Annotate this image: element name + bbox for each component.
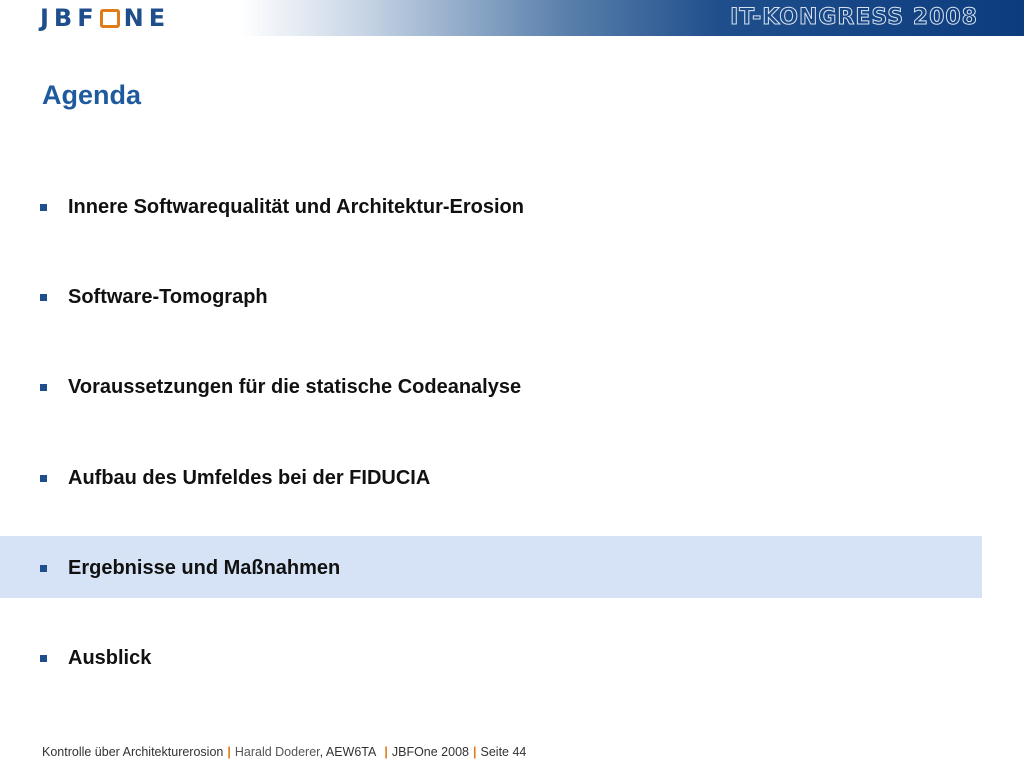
agenda-item-label: Ausblick — [68, 646, 152, 669]
agenda-item — [40, 373, 521, 401]
agenda-item — [40, 193, 524, 221]
agenda-item-label: Ergebnisse und Maßnahmen — [68, 556, 341, 579]
agenda-item-current — [40, 554, 340, 582]
footer-page-number: Seite 44 — [480, 745, 527, 759]
square-bullet-icon — [40, 655, 47, 662]
logo-prefix: JBF — [40, 4, 99, 32]
agenda-item — [40, 644, 151, 672]
agenda-item — [40, 283, 268, 311]
congress-label: IT-KONGRESS 2008 — [730, 5, 978, 30]
agenda-item-label: Software-Tomograph — [68, 285, 268, 308]
footer-event: JBFOne 2008 — [391, 745, 469, 759]
slide-footer — [42, 744, 526, 760]
footer-separator: | — [473, 745, 477, 759]
square-bullet-icon — [40, 384, 47, 391]
slide-title: Agenda — [42, 80, 142, 110]
footer-separator: | — [384, 745, 388, 759]
agenda-item-label: Innere Softwarequalität und Architektur-Erosion — [68, 195, 524, 218]
agenda-item-label: Voraussetzungen für die statische Codeanalyse — [68, 375, 522, 398]
square-bullet-icon — [40, 475, 47, 482]
square-bullet-icon — [40, 565, 47, 572]
square-bullet-icon — [40, 294, 47, 301]
footer-speaker: Harald Doderer — [234, 745, 320, 759]
agenda-item — [40, 464, 430, 492]
footer-org: , AEW6TA — [319, 745, 377, 759]
logo-suffix: NE — [123, 4, 171, 32]
footer-separator: | — [227, 745, 231, 759]
footer-talk-title: Kontrolle über Architekturerosion — [42, 745, 224, 759]
agenda-item-label: Aufbau des Umfeldes bei der FIDUCIA — [68, 466, 431, 489]
square-bullet-icon — [40, 204, 47, 211]
